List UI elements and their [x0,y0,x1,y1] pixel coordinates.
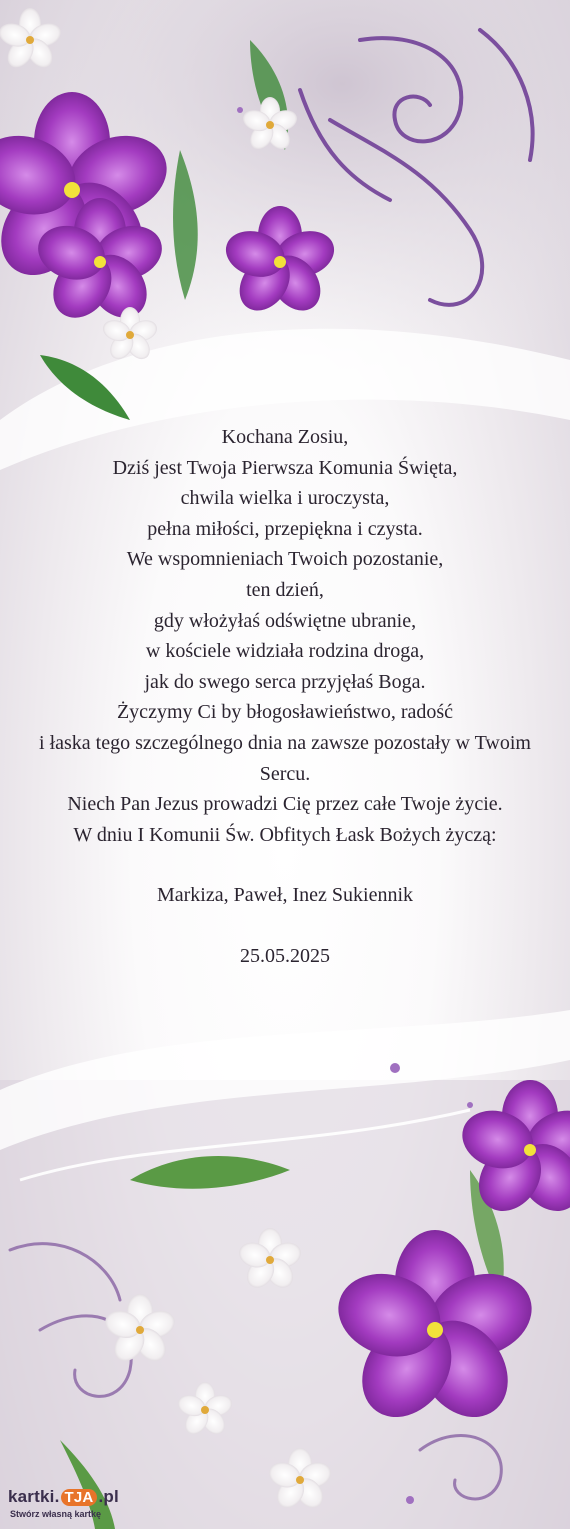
message-line: W dniu I Komunii Św. Obfitych Łask Bożych życzą: [73,823,497,846]
signature: Markiza, Paweł, Inez Sukiennik [156,884,414,907]
card-message [0,422,570,972]
message-line: w kościele widziała rodzina droga, [145,640,425,663]
message-line: We wspomnieniach Twoich pozostanie, [126,548,444,571]
logo-left-text: kartki. [8,1487,60,1506]
message-line: Dziś jest Twoja Pierwsza Komunia Święta, [112,456,458,479]
card-date: 25.05.2025 [240,944,330,967]
spacer [0,850,570,880]
message-line: chwila wielka i uroczysta, [180,487,390,510]
message-line: gdy włożyłaś odświętne ubranie, [153,609,417,632]
message-line: ten dzień, [246,578,324,601]
logo-badge: TJA [61,1489,98,1506]
message-line: Życzymy Ci by błogosławieństwo, radość [116,701,454,724]
message-line: i łaska tego szczególnego dnia na zawsze pozostały w Twoim Sercu. [39,731,531,785]
greeting-line: Kochana Zosiu, [221,426,349,448]
logo-tagline: Stwórz własną kartkę [10,1509,102,1519]
logo-right-text: .pl [98,1487,119,1506]
message-line: Niech Pan Jezus prowadzi Cię przez całe Twoje życie. [67,793,503,816]
kartki-logo-link[interactable] [4,1487,120,1527]
message-line: pełna miłości, przepiękna i czysta. [147,517,423,540]
message-line: jak do swego serca przyjęłaś Boga. [144,670,426,693]
logo-wordmark [8,1487,119,1507]
